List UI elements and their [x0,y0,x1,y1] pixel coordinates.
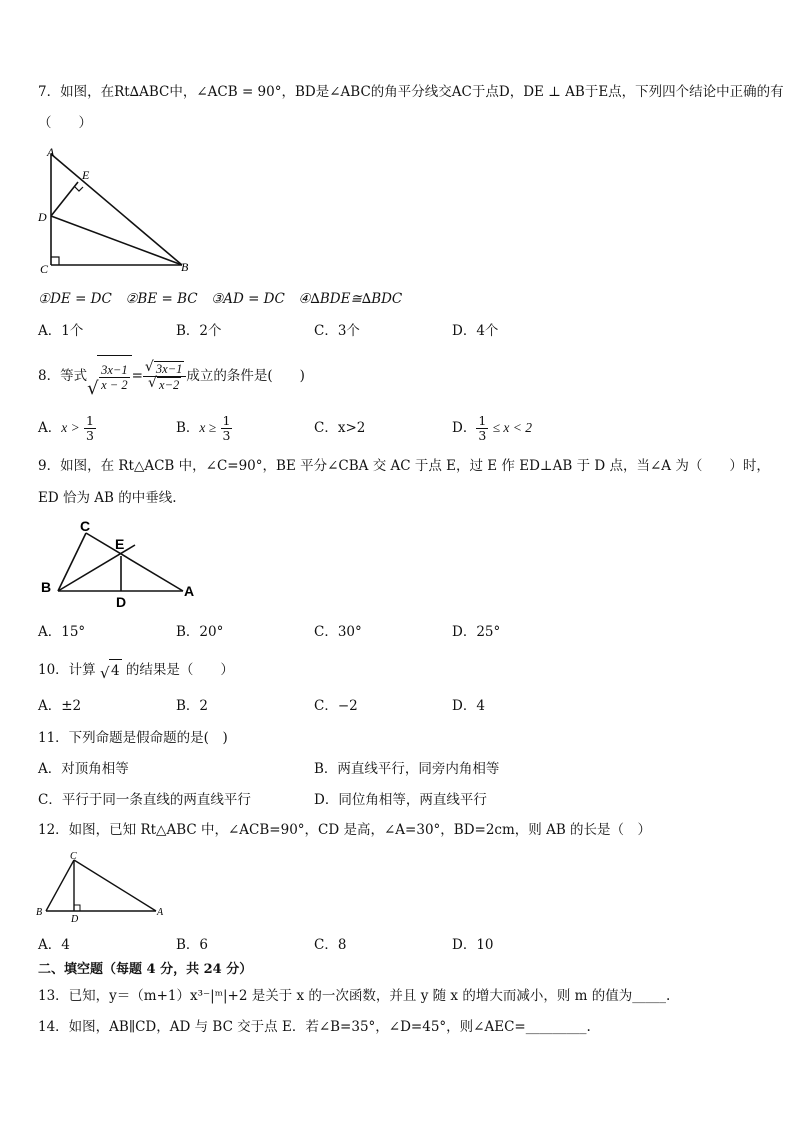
q7-right-angle-C [51,257,59,265]
q8-rhs-den: x−2 [159,378,180,392]
q7-option-a: A．1个 [38,323,84,339]
q11-option-d: D．同位角相等，两直线平行 [314,792,487,808]
q8-lhs-radical: √ $\frac{3x-1}{x - 2}$ [87,355,131,398]
q7-label-C: C [40,262,49,276]
q8-rhs-num: 3x−1 [155,362,183,376]
q12-option-c: C．8 [314,937,347,953]
q7-right-angle-E [74,186,83,191]
q10-option-b: B．2 [176,698,209,714]
q13-stem: 13．已知，y＝（m+1）x³⁻|ᵐ|+2 是关于 x 的一次函数，并且 y 随 x 的增大而减小，则 m 的值为_____. [38,988,671,1004]
q12-label-A: A [157,907,164,918]
q7-stem-line2: （ ） [38,115,92,131]
q12-option-b: B．6 [176,937,209,953]
q7-conclusions: ①DE = DC ②BE = BC ③AD = DC ④∆BDE≅∆BDC [38,291,403,307]
q8-option-a: A．x > $\frac{1}{3}$ [38,413,94,443]
q7-side-AB [51,154,182,265]
q8-option-c: C．x>2 [314,420,366,436]
section2-title: 二、填空题（每题 4 分，共 24 分） [38,962,253,977]
q7-option-c: C．3个 [314,323,360,339]
q7-label-D: D [38,210,47,224]
q12-label-B: B [36,907,43,918]
q7-option-b: B．2个 [176,323,222,339]
q11-option-a: A．对顶角相等 [38,761,129,777]
q14-stem: 14．如图，AB∥CD，AD 与 BC 交于点 E．若∠B=35°，∠D=45°，则∠AEC=_________. [38,1019,591,1035]
q12-right-angle-D [74,905,80,911]
q9-stem-line2: ED 恰为 AB 的中垂线. [38,490,177,506]
q11-option-b: B．两直线平行，同旁内角相等 [314,761,500,777]
q10-stem: 10．计算 √ 4 的结果是（ ） [38,659,234,682]
q12-stem: 12．如图，已知 Rt△ABC 中，∠ACB=90°，CD 是高，∠A=30°，BD=2cm，则 AB 的长是（ ） [38,822,652,838]
q7-segment-BD [51,216,182,265]
q12-label-C: C [70,851,77,862]
q8-prefix: 8．等式 [38,368,88,384]
q9-figure [38,514,203,612]
q8-equals: = [131,368,143,384]
q7-figure [36,144,206,278]
q9-side-CA [86,533,183,591]
q12-figure [36,848,172,924]
q9-label-B: B [41,579,52,595]
q9-label-D: D [116,594,127,610]
q9-option-a: A．15° [38,624,86,640]
q7-label-E: E [82,168,90,182]
q12-side-CA [74,860,156,911]
q9-option-d: D．25° [452,624,501,640]
q10-option-d: D．4 [452,698,485,714]
q12-side-BC [46,860,74,911]
q7-stem-line1: 7．如图，在Rt∆ABC中，∠ACB = 90°，BD是∠ABC的角平分线交AC于点D，DE ⊥ AB于E点，下列四个结论中正确的有 [38,84,784,100]
q12-label-D: D [71,914,79,924]
q8-stem [38,355,305,401]
q8-option-b: B．x ≥ $\frac{1}{3}$ [176,413,231,443]
q9-option-c: C．30° [314,624,362,640]
q10-option-c: C．−2 [314,698,358,714]
q9-label-A: A [184,583,195,599]
q8-lhs-num: 3x−1 [101,363,128,377]
q9-label-C: C [80,518,91,534]
q11-stem: 11．下列命题是假命题的是( ) [38,730,228,746]
q7-label-B: B [181,260,189,274]
q10-radical: √ 4 [100,659,122,682]
q7-segment-DE [51,182,78,216]
q7-option-d: D．4个 [452,323,499,339]
q11-option-c: C．平行于同一条直线的两直线平行 [38,792,251,808]
q12-option-a: A．4 [38,937,70,953]
q12-option-d: D．10 [452,937,494,953]
q7-label-A: A [47,145,55,159]
q10-option-a: A．±2 [38,698,82,714]
q9-option-b: B．20° [176,624,224,640]
q8-suffix: 成立的条件是( ) [186,368,305,384]
q8-option-d: D． $\frac{1}{3}$ ≤ x < 2 [452,413,532,443]
q8-lhs-den: x − 2 [101,378,128,392]
q9-stem-line1: 9．如图，在 Rt△ACB 中，∠C=90°，BE 平分∠CBA 交 AC 于点 E，过 E 作 ED⊥AB 于 D 点，当∠A 为（ ）时， [38,458,770,474]
q9-label-E: E [115,536,125,552]
q8-rhs-fraction: √ 3x−1 √ x−2 [143,361,186,392]
